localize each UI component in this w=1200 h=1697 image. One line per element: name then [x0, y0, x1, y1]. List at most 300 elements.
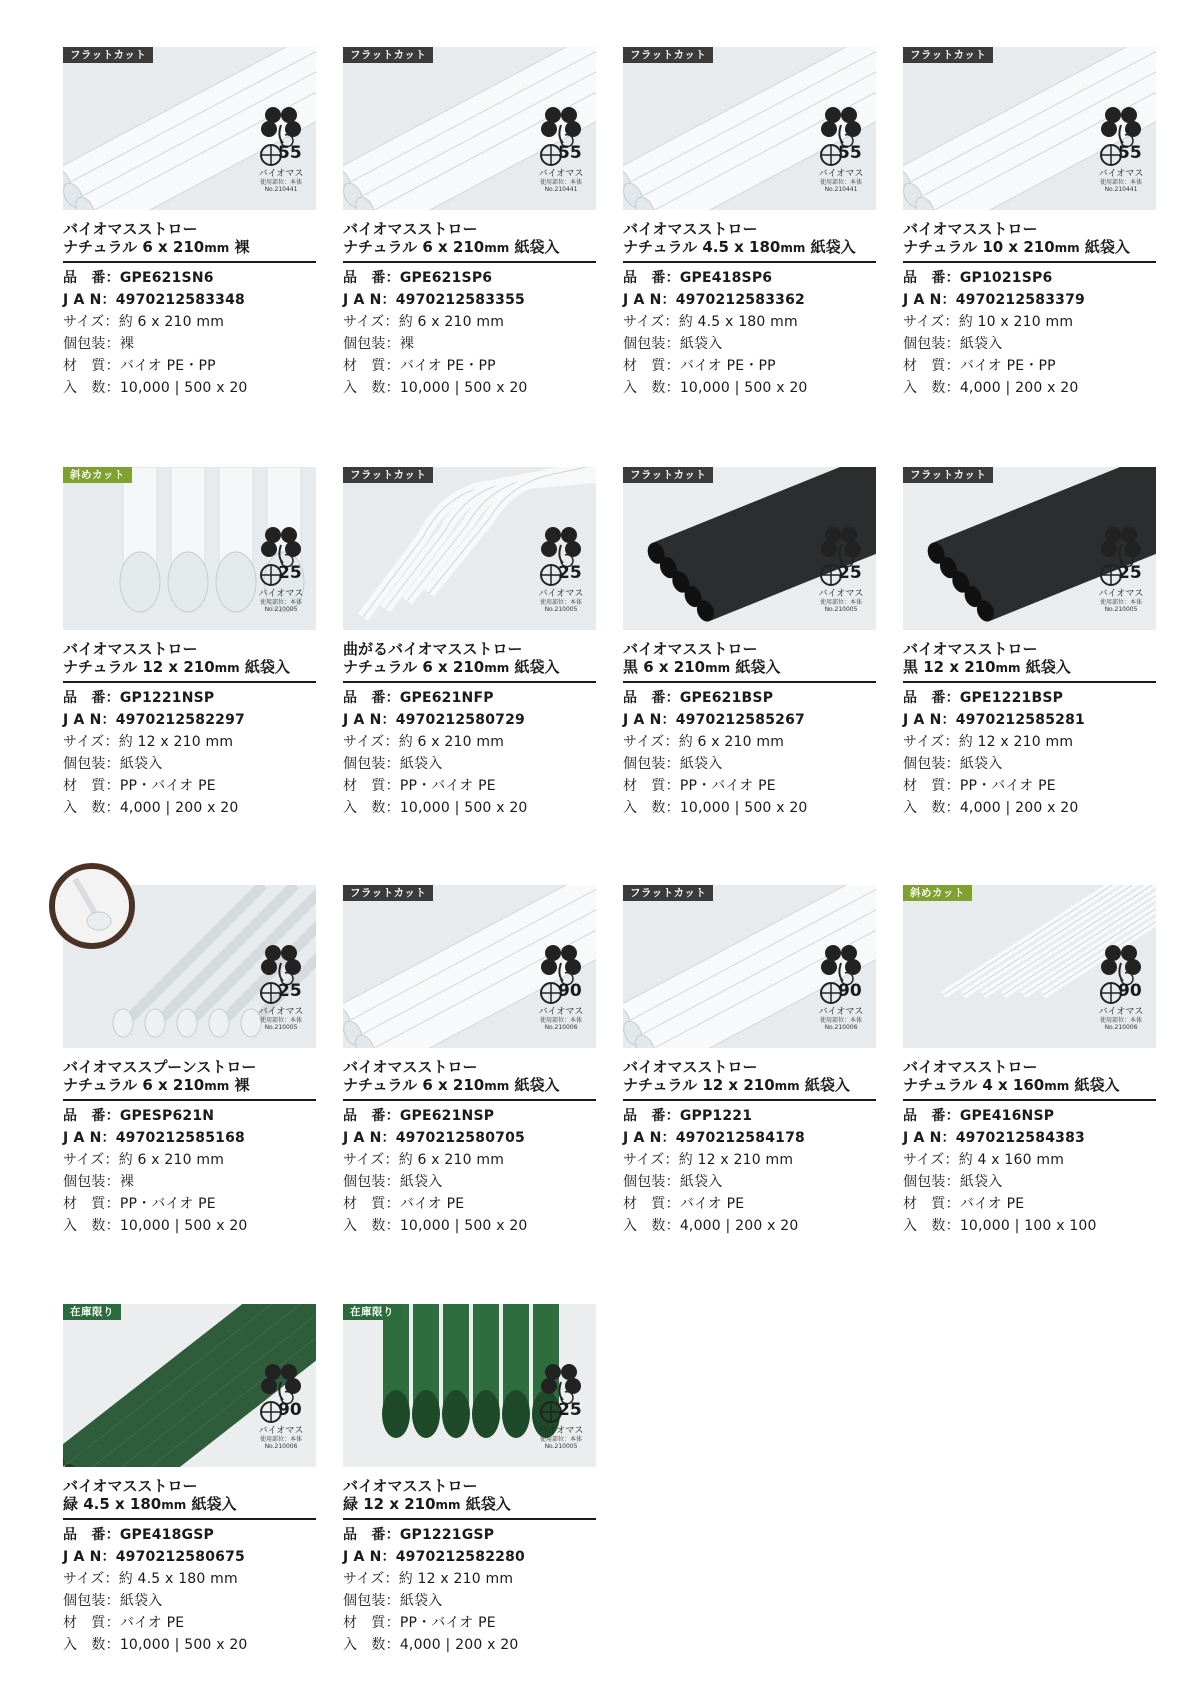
- biomass-percent: 25: [278, 981, 302, 1001]
- product-code-value: GPP1221: [679, 1108, 753, 1124]
- biomass-number: No.210006: [544, 1024, 578, 1031]
- product-code-row: [623, 267, 876, 289]
- product-title-line1: バイオマスストロー: [903, 640, 1038, 658]
- product-card[interactable]: [903, 467, 1156, 819]
- size-spec-row: [903, 311, 1156, 333]
- individual-pack-label: 個包装：: [623, 336, 680, 352]
- biomass-mark: [812, 105, 870, 193]
- quantity-label: 入 数：: [903, 1218, 960, 1234]
- size-spec-value: 約 6 x 210 mm: [398, 314, 505, 330]
- individual-pack-label: 個包装：: [63, 1174, 120, 1190]
- product-code-row: [343, 1105, 596, 1127]
- quantity-value: 10,000 | 500 x 20: [399, 800, 528, 816]
- title-rule: [343, 261, 596, 263]
- jan-code-label: J A N：: [343, 292, 396, 308]
- product-title: [63, 1477, 316, 1514]
- product-title-line2: [623, 1076, 876, 1095]
- material-value: バイオ PE: [399, 1196, 465, 1212]
- jan-code-label: J A N：: [63, 1130, 116, 1146]
- biomass-number: No.210005: [1104, 606, 1138, 613]
- product-title: [343, 640, 596, 677]
- product-title-unit: mm: [1044, 1079, 1070, 1093]
- quantity-row: [63, 377, 316, 399]
- quantity-label: 入 数：: [63, 800, 120, 816]
- cut-type-badge: フラットカット: [343, 885, 433, 901]
- product-title-line2: [63, 1495, 316, 1514]
- product-card[interactable]: [343, 47, 596, 399]
- material-value: バイオ PE・PP: [119, 358, 216, 374]
- product-title-line2: [63, 1076, 316, 1095]
- jan-code-label: J A N：: [343, 1130, 396, 1146]
- biomass-number: No.210006: [1104, 1024, 1138, 1031]
- product-title-pack: 紙袋入: [1069, 1076, 1120, 1094]
- quantity-value: 10,000 | 500 x 20: [399, 380, 528, 396]
- jan-code-label: J A N：: [903, 712, 956, 728]
- product-title-pack: 紙袋入: [239, 658, 290, 676]
- jan-code-value: 4970212583348: [115, 292, 245, 308]
- product-code-label: 品 番：: [63, 1108, 120, 1124]
- biomass-note: 使用部位：本体: [259, 1436, 302, 1443]
- product-code-label: 品 番：: [343, 270, 400, 286]
- product-code-label: 品 番：: [343, 690, 400, 706]
- size-spec-label: サイズ：: [903, 734, 959, 750]
- biomass-mark: [1092, 943, 1150, 1031]
- product-title-spec: ナチュラル 4 x 160: [903, 1076, 1045, 1094]
- quantity-row: [63, 1634, 316, 1656]
- product-title-unit: mm: [161, 1498, 187, 1512]
- jan-code-value: 4970212580729: [395, 712, 525, 728]
- biomass-mark: [1092, 525, 1150, 613]
- cut-type-badge: フラットカット: [623, 47, 713, 63]
- product-title-pack: 紙袋入: [186, 1495, 237, 1513]
- jan-code-label: J A N：: [623, 292, 676, 308]
- product-card[interactable]: [623, 47, 876, 399]
- product-photo: [343, 1304, 596, 1467]
- product-code-row: [623, 687, 876, 709]
- size-spec-value: 約 6 x 210 mm: [118, 1152, 225, 1168]
- product-title-pack: 紙袋入: [509, 238, 560, 256]
- cut-type-badge: 斜めカット: [63, 467, 132, 483]
- biomass-number: No.210006: [824, 1024, 858, 1031]
- product-title-line1: バイオマスストロー: [903, 220, 1038, 238]
- size-spec-value: 約 6 x 210 mm: [118, 314, 225, 330]
- individual-pack-label: 個包装：: [903, 756, 960, 772]
- biomass-mark: [252, 105, 310, 193]
- individual-pack-row: [903, 1171, 1156, 1193]
- individual-pack-row: [63, 1590, 316, 1612]
- material-value: PP・バイオ PE: [119, 1196, 216, 1212]
- title-rule: [623, 261, 876, 263]
- jan-code-row: [63, 709, 316, 731]
- product-code-value: GPE621SN6: [119, 270, 214, 286]
- size-spec-value: 約 12 x 210 mm: [678, 1152, 794, 1168]
- size-spec-value: 約 4.5 x 180 mm: [678, 314, 798, 330]
- product-code-label: 品 番：: [903, 270, 960, 286]
- product-title-pack: 紙袋入: [460, 1495, 511, 1513]
- material-value: バイオ PE・PP: [399, 358, 496, 374]
- quantity-value: 10,000 | 500 x 20: [679, 380, 808, 396]
- product-title: [63, 1058, 316, 1095]
- jan-code-row: [63, 1546, 316, 1568]
- product-title: [623, 1058, 876, 1095]
- material-value: バイオ PE: [679, 1196, 745, 1212]
- product-card[interactable]: [623, 885, 876, 1237]
- material-row: [903, 1193, 1156, 1215]
- individual-pack-value: 紙袋入: [119, 756, 163, 772]
- material-value: バイオ PE・PP: [679, 358, 776, 374]
- biomass-mark: [532, 1362, 590, 1450]
- biomass-number: No.210005: [544, 606, 578, 613]
- individual-pack-row: [343, 753, 596, 775]
- jan-code-label: J A N：: [63, 292, 116, 308]
- product-photo: [903, 47, 1156, 210]
- jan-code-row: [343, 289, 596, 311]
- quantity-row: [623, 377, 876, 399]
- material-row: [623, 355, 876, 377]
- jan-code-label: J A N：: [623, 1130, 676, 1146]
- material-row: [63, 355, 316, 377]
- product-photo: [343, 467, 596, 630]
- jan-code-row: [343, 1127, 596, 1149]
- individual-pack-row: [343, 1171, 596, 1193]
- cut-type-badge: 在庫限り: [343, 1304, 401, 1320]
- product-title-unit: mm: [774, 1079, 800, 1093]
- individual-pack-value: 紙袋入: [119, 1593, 163, 1609]
- product-title: [343, 220, 596, 257]
- individual-pack-row: [623, 333, 876, 355]
- quantity-row: [903, 377, 1156, 399]
- individual-pack-value: 紙袋入: [679, 756, 723, 772]
- jan-code-value: 4970212585267: [675, 712, 805, 728]
- product-code-value: GPE621NSP: [399, 1108, 495, 1124]
- product-code-row: [63, 267, 316, 289]
- biomass-percent: 25: [278, 563, 302, 583]
- size-spec-row: [343, 731, 596, 753]
- jan-code-row: [343, 1546, 596, 1568]
- product-title-unit: mm: [995, 661, 1021, 675]
- quantity-label: 入 数：: [903, 800, 960, 816]
- product-title-pack: 紙袋入: [509, 658, 560, 676]
- product-code-value: GPE621NFP: [399, 690, 494, 706]
- material-label: 材 質：: [343, 1615, 400, 1631]
- material-label: 材 質：: [623, 1196, 680, 1212]
- individual-pack-value: 紙袋入: [399, 1593, 443, 1609]
- product-card[interactable]: [343, 885, 596, 1237]
- individual-pack-value: 紙袋入: [399, 1174, 443, 1190]
- size-spec-label: サイズ：: [343, 734, 399, 750]
- product-title: [63, 640, 316, 677]
- product-title-pack: 紙袋入: [1020, 658, 1071, 676]
- product-title-unit: mm: [484, 241, 510, 255]
- product-title: [343, 1058, 596, 1095]
- individual-pack-row: [63, 753, 316, 775]
- product-code-row: [63, 687, 316, 709]
- title-rule: [623, 681, 876, 683]
- product-card[interactable]: [63, 885, 316, 1237]
- individual-pack-value: 紙袋入: [959, 336, 1003, 352]
- biomass-label: バイオマス: [1098, 1007, 1144, 1017]
- material-label: 材 質：: [343, 1196, 400, 1212]
- product-photo: [623, 467, 876, 630]
- size-spec-label: サイズ：: [63, 1152, 119, 1168]
- quantity-row: [343, 797, 596, 819]
- quantity-label: 入 数：: [623, 800, 680, 816]
- size-spec-label: サイズ：: [623, 1152, 679, 1168]
- size-spec-value: 約 6 x 210 mm: [398, 1152, 505, 1168]
- jan-code-label: J A N：: [63, 1549, 116, 1565]
- product-code-label: 品 番：: [343, 1108, 400, 1124]
- product-title-spec: ナチュラル 6 x 210: [63, 1076, 205, 1094]
- jan-code-label: J A N：: [903, 292, 956, 308]
- product-card[interactable]: [903, 47, 1156, 399]
- product-title-unit: mm: [1054, 241, 1080, 255]
- material-row: [343, 1612, 596, 1634]
- title-rule: [903, 261, 1156, 263]
- biomass-mark: [252, 1362, 310, 1450]
- product-title-unit: mm: [780, 241, 806, 255]
- biomass-label: バイオマス: [538, 169, 584, 179]
- biomass-number: No.210005: [264, 1024, 298, 1031]
- quantity-label: 入 数：: [623, 1218, 680, 1234]
- individual-pack-value: 裸: [119, 1174, 135, 1190]
- material-row: [343, 1193, 596, 1215]
- product-card[interactable]: [63, 47, 316, 399]
- material-label: 材 質：: [903, 358, 960, 374]
- individual-pack-value: 裸: [399, 336, 415, 352]
- biomass-label: バイオマス: [538, 589, 584, 599]
- material-label: 材 質：: [63, 778, 120, 794]
- biomass-mark: [252, 943, 310, 1031]
- product-title-spec: 黒 6 x 210: [623, 658, 706, 676]
- material-row: [63, 1193, 316, 1215]
- individual-pack-value: 紙袋入: [399, 756, 443, 772]
- product-code-label: 品 番：: [63, 270, 120, 286]
- individual-pack-row: [63, 1171, 316, 1193]
- title-rule: [903, 681, 1156, 683]
- quantity-value: 4,000 | 200 x 20: [119, 800, 239, 816]
- product-title-spec: ナチュラル 4.5 x 180: [623, 238, 781, 256]
- biomass-note: 使用部位：本体: [259, 599, 302, 606]
- product-code-label: 品 番：: [63, 690, 120, 706]
- jan-code-row: [623, 289, 876, 311]
- quantity-row: [903, 1215, 1156, 1237]
- size-spec-label: サイズ：: [343, 314, 399, 330]
- size-spec-label: サイズ：: [343, 1152, 399, 1168]
- product-code-value: GP1221GSP: [399, 1527, 495, 1543]
- quantity-value: 10,000 | 500 x 20: [679, 800, 808, 816]
- biomass-note: 使用部位：本体: [819, 599, 862, 606]
- quantity-value: 4,000 | 200 x 20: [959, 800, 1079, 816]
- title-rule: [63, 261, 316, 263]
- quantity-label: 入 数：: [63, 380, 120, 396]
- jan-code-label: J A N：: [903, 1130, 956, 1146]
- material-row: [623, 775, 876, 797]
- individual-pack-value: 紙袋入: [679, 336, 723, 352]
- product-title-unit: mm: [204, 1079, 230, 1093]
- product-title: [63, 220, 316, 257]
- product-title-line1: バイオマススプーンストロー: [63, 1058, 257, 1076]
- product-code-label: 品 番：: [903, 690, 960, 706]
- jan-code-value: 4970212582297: [115, 712, 245, 728]
- size-spec-label: サイズ：: [343, 1571, 399, 1587]
- biomass-number: No.210005: [544, 1443, 578, 1450]
- product-code-row: [903, 267, 1156, 289]
- product-photo: [623, 47, 876, 210]
- size-spec-row: [63, 731, 316, 753]
- title-rule: [343, 681, 596, 683]
- cut-type-badge: 斜めカット: [903, 885, 972, 901]
- size-spec-value: 約 10 x 210 mm: [958, 314, 1074, 330]
- product-title-line1: バイオマスストロー: [343, 1058, 478, 1076]
- cut-type-badge: 在庫限り: [63, 1304, 121, 1320]
- product-photo: [343, 47, 596, 210]
- material-value: バイオ PE: [119, 1615, 185, 1631]
- biomass-number: No.210441: [544, 186, 578, 193]
- biomass-percent: 90: [838, 981, 862, 1001]
- quantity-label: 入 数：: [343, 1218, 400, 1234]
- product-title: [903, 220, 1156, 257]
- size-spec-row: [623, 311, 876, 333]
- quantity-row: [343, 1215, 596, 1237]
- product-title-line2: [343, 238, 596, 257]
- quantity-label: 入 数：: [343, 1637, 400, 1653]
- biomass-label: バイオマス: [1098, 169, 1144, 179]
- jan-code-value: 4970212585168: [115, 1130, 245, 1146]
- product-title-spec: ナチュラル 6 x 210: [63, 238, 205, 256]
- product-code-value: GPE621BSP: [679, 690, 774, 706]
- individual-pack-label: 個包装：: [623, 756, 680, 772]
- quantity-value: 4,000 | 200 x 20: [399, 1637, 519, 1653]
- size-spec-label: サイズ：: [623, 734, 679, 750]
- quantity-value: 4,000 | 200 x 20: [959, 380, 1079, 396]
- jan-code-row: [623, 709, 876, 731]
- size-spec-value: 約 6 x 210 mm: [678, 734, 785, 750]
- product-code-row: [63, 1524, 316, 1546]
- biomass-percent: 55: [278, 143, 302, 163]
- product-code-row: [343, 267, 596, 289]
- biomass-percent: 90: [278, 1400, 302, 1420]
- product-card[interactable]: [903, 885, 1156, 1237]
- size-spec-value: 約 6 x 210 mm: [398, 734, 505, 750]
- size-spec-value: 約 12 x 210 mm: [958, 734, 1074, 750]
- product-title-pack: 紙袋入: [509, 1076, 560, 1094]
- quantity-label: 入 数：: [343, 800, 400, 816]
- product-photo: [623, 885, 876, 1048]
- biomass-note: 使用部位：本体: [1099, 1017, 1142, 1024]
- product-code-label: 品 番：: [623, 690, 680, 706]
- biomass-label: バイオマス: [258, 169, 304, 179]
- product-code-value: GPE418SP6: [679, 270, 773, 286]
- individual-pack-value: 紙袋入: [679, 1174, 723, 1190]
- material-value: PP・バイオ PE: [679, 778, 776, 794]
- product-title-unit: mm: [204, 241, 230, 255]
- quantity-row: [63, 797, 316, 819]
- jan-code-row: [903, 1127, 1156, 1149]
- product-card[interactable]: [343, 1304, 596, 1656]
- quantity-row: [903, 797, 1156, 819]
- product-title-pack: 裸: [229, 238, 250, 256]
- biomass-note: 使用部位：本体: [539, 179, 582, 186]
- product-title: [343, 1477, 596, 1514]
- biomass-mark: [1092, 105, 1150, 193]
- biomass-percent: 55: [558, 143, 582, 163]
- title-rule: [343, 1518, 596, 1520]
- biomass-label: バイオマス: [818, 589, 864, 599]
- product-title-line2: [903, 1076, 1156, 1095]
- jan-code-row: [63, 1127, 316, 1149]
- biomass-mark: [812, 525, 870, 613]
- product-title-spec: 緑 4.5 x 180: [63, 1495, 162, 1513]
- product-card[interactable]: [343, 467, 596, 819]
- product-card[interactable]: [623, 467, 876, 819]
- product-code-label: 品 番：: [623, 1108, 680, 1124]
- title-rule: [343, 1099, 596, 1101]
- cut-type-badge: フラットカット: [903, 47, 993, 63]
- product-title-line2: [623, 238, 876, 257]
- quantity-label: 入 数：: [343, 380, 400, 396]
- individual-pack-row: [343, 1590, 596, 1612]
- product-photo: [63, 47, 316, 210]
- product-card[interactable]: [63, 467, 316, 819]
- material-label: 材 質：: [623, 778, 680, 794]
- biomass-label: バイオマス: [818, 1007, 864, 1017]
- biomass-percent: 55: [1118, 143, 1142, 163]
- jan-code-value: 4970212583379: [955, 292, 1085, 308]
- biomass-mark: [532, 105, 590, 193]
- material-row: [63, 775, 316, 797]
- quantity-value: 10,000 | 100 x 100: [959, 1218, 1097, 1234]
- biomass-percent: 55: [838, 143, 862, 163]
- product-code-value: GPE621SP6: [399, 270, 493, 286]
- quantity-row: [63, 1215, 316, 1237]
- product-title-spec: ナチュラル 6 x 210: [343, 1076, 485, 1094]
- material-row: [63, 1612, 316, 1634]
- biomass-percent: 25: [1118, 563, 1142, 583]
- quantity-value: 10,000 | 500 x 20: [119, 1218, 248, 1234]
- individual-pack-row: [623, 1171, 876, 1193]
- biomass-note: 使用部位：本体: [539, 1017, 582, 1024]
- product-code-label: 品 番：: [903, 1108, 960, 1124]
- product-card[interactable]: [63, 1304, 316, 1656]
- product-title-line2: [63, 658, 316, 677]
- product-code-value: GPESP621N: [119, 1108, 215, 1124]
- material-row: [343, 355, 596, 377]
- size-spec-row: [903, 1149, 1156, 1171]
- individual-pack-label: 個包装：: [343, 336, 400, 352]
- size-spec-row: [63, 1568, 316, 1590]
- quantity-value: 4,000 | 200 x 20: [679, 1218, 799, 1234]
- jan-code-row: [63, 289, 316, 311]
- size-spec-label: サイズ：: [63, 314, 119, 330]
- product-title-line2: [343, 658, 596, 677]
- product-title-line2: [623, 658, 876, 677]
- size-spec-label: サイズ：: [63, 734, 119, 750]
- product-title-spec: 緑 12 x 210: [343, 1495, 436, 1513]
- product-code-value: GP1221NSP: [119, 690, 215, 706]
- product-title-pack: 紙袋入: [1079, 238, 1130, 256]
- jan-code-value: 4970212585281: [955, 712, 1085, 728]
- product-title-line1: バイオマスストロー: [623, 640, 758, 658]
- material-row: [903, 775, 1156, 797]
- jan-code-value: 4970212580675: [115, 1549, 245, 1565]
- product-code-value: GPE418GSP: [119, 1527, 214, 1543]
- jan-code-value: 4970212580705: [395, 1130, 525, 1146]
- individual-pack-row: [903, 333, 1156, 355]
- size-spec-row: [63, 1149, 316, 1171]
- cut-type-badge: フラットカット: [63, 47, 153, 63]
- size-spec-value: 約 12 x 210 mm: [398, 1571, 514, 1587]
- biomass-percent: 90: [558, 981, 582, 1001]
